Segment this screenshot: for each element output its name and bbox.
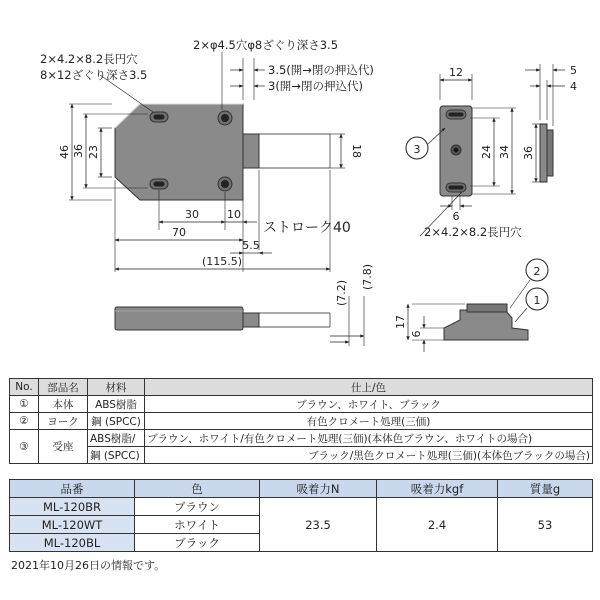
spec-table (9, 479, 593, 552)
header-finish: 仕上/色 (145, 379, 593, 396)
dim-4: 4 (570, 80, 577, 93)
dim-12: 12 (449, 66, 463, 79)
dim-24: 24 (480, 145, 493, 159)
part-material: 鋼 (SPCC) (88, 413, 145, 430)
dim-34: 34 (498, 145, 511, 159)
part-finish-line1: ブラウン、ホワイト/有色クロメート処理(三価)(本体色ブラウン、ホワイトの場合) (145, 430, 593, 447)
dim-10: 10 (227, 208, 241, 221)
part-finish-line2: ブラック/黒色クロメート処理(三価)(本体色ブラックの場合) (145, 447, 593, 464)
part-name: 受座 (39, 430, 88, 464)
dim-36-side: 36 (522, 146, 535, 160)
spec-table-header (10, 480, 593, 498)
part-no: ② (10, 413, 39, 430)
info-date-note: 2021年10月26日の情報です。 (11, 559, 166, 572)
slot-note-line2: 8×12ざぐり深さ3.5 (40, 68, 148, 82)
callout-3: 3 (413, 143, 421, 156)
stroke-label: ストローク40 (263, 220, 351, 236)
part-material-line2: 鋼 (SPCC) (88, 447, 145, 464)
header-no: No. (10, 379, 39, 396)
model-color: ブラック (135, 534, 260, 552)
dim-5: 5 (570, 64, 577, 77)
header-part-name: 部品名 (39, 379, 88, 396)
callout-1: 1 (533, 294, 541, 307)
mass-value: 53 (498, 498, 593, 552)
header-mass: 質量g (498, 480, 593, 498)
table-row (10, 447, 593, 464)
dim-70: 70 (172, 226, 186, 239)
parts-table-header (10, 379, 593, 396)
header-color: 色 (135, 480, 260, 498)
dim-23: 23 (87, 145, 100, 159)
push-in-35: 3.5(開→閉の押込代) (268, 63, 374, 77)
force-n-value: 23.5 (260, 498, 377, 552)
header-force-n: 吸着力N (260, 480, 377, 498)
dim-115-5: (115.5) (201, 255, 243, 268)
model-number: ML-120WT (10, 516, 135, 534)
strike-slot-note: 2×4.2×8.2長円穴 (424, 225, 522, 239)
header-material: 材料 (88, 379, 145, 396)
dim-30: 30 (185, 208, 199, 221)
part-no: ③ (10, 430, 39, 464)
side-view-labels (335, 264, 374, 306)
part-finish: ブラウン、ホワイト、ブラック (145, 396, 593, 413)
hole-note: 2×φ4.5穴φ8ざぐり深さ3.5 (193, 38, 339, 52)
side-view (115, 296, 364, 346)
push-in-3: 3(開→閉の押込代) (268, 79, 363, 93)
dim-5-5: 5.5 (242, 239, 260, 252)
dim-18: 18 (350, 144, 363, 158)
model-number: ML-120BR (10, 498, 135, 516)
table-row (10, 498, 593, 516)
part-name: 本体 (39, 396, 88, 413)
dim-6-side: 6 (410, 330, 423, 338)
dim-17: 17 (394, 315, 407, 329)
dim-46: 46 (58, 145, 71, 159)
dim-7-8: (7.8) (361, 263, 374, 291)
strike-side-view (408, 259, 548, 352)
callout-2: 2 (533, 265, 541, 278)
table-row (10, 430, 593, 447)
model-color: ホワイト (135, 516, 260, 534)
part-no: ① (10, 396, 39, 413)
part-name: ヨーク (39, 413, 88, 430)
part-finish: 有色クロメート処理(三価) (145, 413, 593, 430)
slot-note-line1: 2×4.2×8.2長円穴 (40, 52, 138, 66)
dim-36: 36 (72, 144, 85, 158)
header-model: 品番 (10, 480, 135, 498)
part-material-line1: ABS樹脂/ (88, 430, 145, 447)
table-row (10, 396, 593, 413)
dim-7-2: (7.2) (335, 279, 348, 307)
header-force-kgf: 吸着力kgf (377, 480, 498, 498)
model-color: ブラウン (135, 498, 260, 516)
part-material: ABS樹脂 (88, 396, 145, 413)
force-kgf-value: 2.4 (377, 498, 498, 552)
table-row (10, 413, 593, 430)
parts-table (9, 378, 593, 464)
dim-6: 6 (452, 210, 460, 223)
model-number: ML-120BL (10, 534, 135, 552)
